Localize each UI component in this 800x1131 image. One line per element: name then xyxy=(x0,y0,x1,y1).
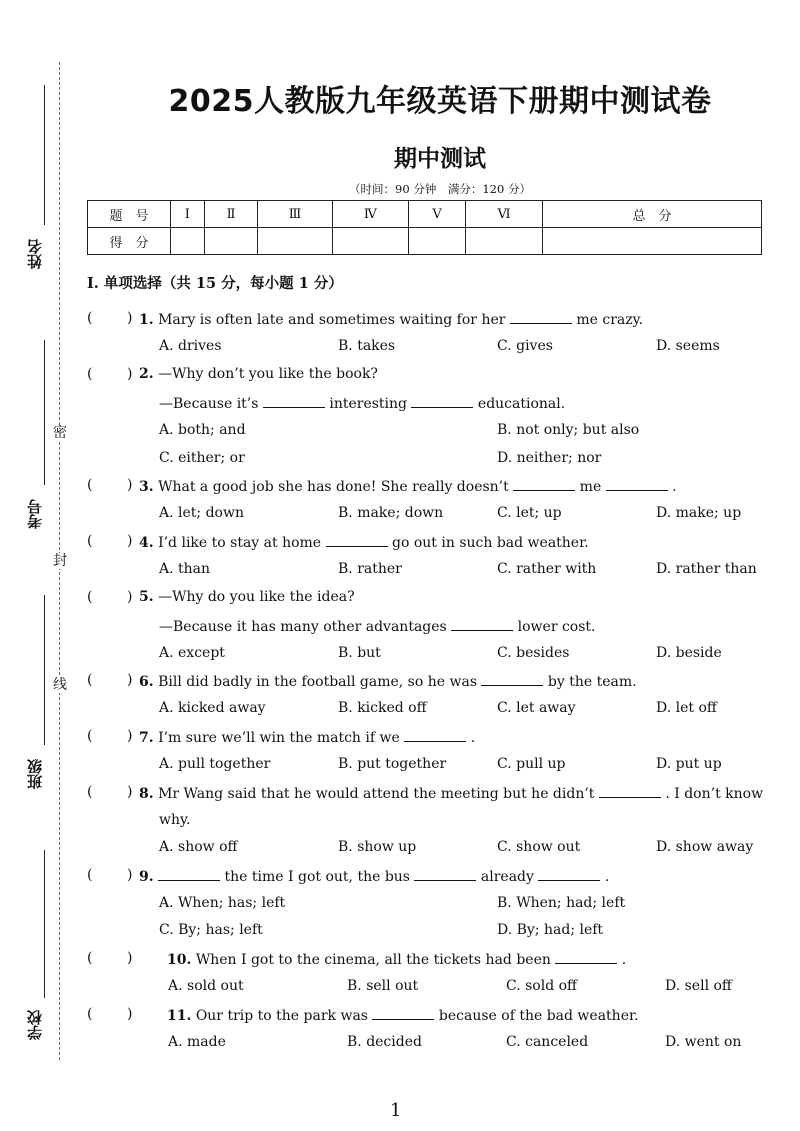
answer-blank[interactable] xyxy=(451,617,513,631)
stem-text: —Why don’t you like the book? xyxy=(158,366,378,382)
answer-bracket[interactable] xyxy=(87,672,133,688)
stem-text: —Because it’s xyxy=(159,396,259,412)
answer-bracket[interactable] xyxy=(87,1006,133,1022)
seal-char-xian: 线 xyxy=(53,677,67,693)
section-heading: Ⅰ. 单项选择（共 15 分，每小题 1 分） xyxy=(87,275,343,292)
answer-bracket[interactable] xyxy=(87,533,133,549)
option-a[interactable]: A. pull together xyxy=(159,756,271,772)
bracket-close: ) xyxy=(127,950,133,966)
option-c[interactable]: C. By; has; left xyxy=(159,922,263,938)
page-title: 2025人教版九年级英语下册期中测试卷 xyxy=(168,84,712,119)
name-write-line xyxy=(44,85,45,225)
stem-text: by the team. xyxy=(547,674,637,690)
option-c[interactable]: C. gives xyxy=(497,338,553,354)
option-a[interactable]: A. except xyxy=(159,645,225,661)
answer-bracket[interactable] xyxy=(87,366,133,382)
exam-subtitle: 期中测试 xyxy=(394,146,486,172)
option-c[interactable]: C. canceled xyxy=(506,1034,589,1050)
stem-text: . xyxy=(621,952,627,968)
option-d[interactable]: D. make; up xyxy=(656,505,742,521)
answer-blank[interactable] xyxy=(158,867,220,881)
answer-blank[interactable] xyxy=(372,1006,434,1020)
bracket-close: ) xyxy=(127,1006,133,1022)
option-d[interactable]: D. let off xyxy=(656,700,717,716)
answer-blank[interactable] xyxy=(481,672,543,686)
bracket-open: ( xyxy=(87,310,93,326)
score-cell[interactable] xyxy=(543,228,762,255)
question-8 xyxy=(87,784,767,812)
question-2 xyxy=(87,366,767,394)
stem-text: Mr Wang said that he would attend the meeting but he didn’t xyxy=(158,786,595,802)
stem-text: I’d like to stay at home xyxy=(158,535,322,551)
option-b[interactable]: B. kicked off xyxy=(338,700,427,716)
stem-text: why. xyxy=(159,812,191,828)
question-number: 9. xyxy=(139,869,154,885)
stem-text: lower cost. xyxy=(517,619,596,635)
seal-char-feng: 封 xyxy=(53,553,67,569)
option-a[interactable]: A. show off xyxy=(159,839,238,855)
stem-text: Our trip to the park was xyxy=(195,1008,368,1024)
option-d[interactable]: D. neither; nor xyxy=(497,450,602,466)
bracket-close: ) xyxy=(127,366,133,382)
score-cell[interactable] xyxy=(204,228,258,255)
bracket-open: ( xyxy=(87,950,93,966)
stem-text: Mary is often late and sometimes waiting for her xyxy=(158,312,506,328)
bracket-open: ( xyxy=(87,784,93,800)
stem-text: me xyxy=(579,479,602,495)
option-b[interactable]: B. but xyxy=(338,645,381,661)
stem-text: go out in such bad weather. xyxy=(392,535,589,551)
option-a[interactable]: A. both; and xyxy=(159,422,246,438)
option-b[interactable]: B. rather xyxy=(338,561,402,577)
stem-text: . xyxy=(604,869,610,885)
bracket-close: ) xyxy=(127,589,133,605)
question-1 xyxy=(87,310,767,338)
bracket-close: ) xyxy=(127,477,133,493)
bracket-close: ) xyxy=(127,672,133,688)
answer-blank[interactable] xyxy=(414,867,476,881)
score-table-row2-label: 得 分 xyxy=(88,228,171,255)
answer-blank[interactable] xyxy=(513,477,575,491)
answer-bracket[interactable] xyxy=(87,589,133,605)
question-8-line2 xyxy=(87,812,767,840)
exam-info: （时间：90 分钟 满分：120 分） xyxy=(349,182,531,196)
school-label: 学校 xyxy=(26,1010,44,1040)
option-b[interactable]: B. sell out xyxy=(347,978,419,994)
score-col-5: Ⅴ xyxy=(409,201,466,228)
stem-text: I’m sure we’ll win the match if we xyxy=(158,730,400,746)
option-b[interactable]: B. takes xyxy=(338,338,396,354)
score-table-row1-label: 题 号 xyxy=(88,201,171,228)
answer-blank[interactable] xyxy=(411,394,473,408)
answer-blank[interactable] xyxy=(538,867,600,881)
stem-text: . xyxy=(672,479,677,495)
stem-text: educational. xyxy=(477,396,566,412)
question-5-line2 xyxy=(87,617,767,645)
bracket-close: ) xyxy=(127,310,133,326)
question-11 xyxy=(87,1006,767,1034)
option-a[interactable]: A. kicked away xyxy=(159,700,266,716)
binding-margin xyxy=(0,0,80,1131)
answer-bracket[interactable] xyxy=(87,728,133,744)
answer-blank[interactable] xyxy=(606,477,668,491)
stem-text: already xyxy=(480,869,534,885)
option-d[interactable]: D. By; had; left xyxy=(497,922,604,938)
option-c[interactable]: C. let away xyxy=(497,700,576,716)
score-cell[interactable] xyxy=(466,228,543,255)
stem-text: —Because it has many other advantages xyxy=(159,619,447,635)
option-d[interactable]: D. went on xyxy=(665,1034,742,1050)
answer-blank[interactable] xyxy=(599,784,661,798)
score-cell[interactable] xyxy=(258,228,332,255)
option-d[interactable]: D. show away xyxy=(656,839,754,855)
bracket-open: ( xyxy=(87,477,93,493)
question-number: 2. xyxy=(139,366,154,382)
answer-blank[interactable] xyxy=(326,533,388,547)
option-b[interactable]: B. put together xyxy=(338,756,447,772)
stem-text: because of the bad weather. xyxy=(438,1008,639,1024)
bracket-open: ( xyxy=(87,589,93,605)
option-c[interactable]: C. sold off xyxy=(506,978,577,994)
question-number: 5. xyxy=(139,589,154,605)
option-c[interactable]: C. either; or xyxy=(159,450,245,466)
score-total-label: 总 分 xyxy=(543,201,762,228)
answer-blank[interactable] xyxy=(510,310,572,324)
option-a[interactable]: A. made xyxy=(168,1034,226,1050)
option-b[interactable]: B. not only; but also xyxy=(497,422,640,438)
stem-text: . I don’t know xyxy=(665,786,764,802)
option-c[interactable]: C. show out xyxy=(497,839,581,855)
stem-text: Bill did badly in the football game, so he was xyxy=(158,674,478,690)
answer-blank[interactable] xyxy=(263,394,325,408)
option-b[interactable]: B. make; down xyxy=(338,505,444,521)
bracket-open: ( xyxy=(87,728,93,744)
answer-bracket[interactable] xyxy=(87,867,133,883)
answer-bracket[interactable] xyxy=(87,950,133,966)
score-col-6: Ⅵ xyxy=(466,201,543,228)
bracket-close: ) xyxy=(127,784,133,800)
exam-number-label: 考号 xyxy=(26,499,44,529)
class-label: 班级 xyxy=(26,759,44,789)
score-col-1: Ⅰ xyxy=(171,201,205,228)
option-b[interactable]: B. decided xyxy=(347,1034,422,1050)
question-number: 10. xyxy=(167,952,192,968)
stem-text: —Why do you like the idea? xyxy=(158,589,355,605)
bracket-close: ) xyxy=(127,867,133,883)
bracket-close: ) xyxy=(127,533,133,549)
school-write-line xyxy=(44,850,45,998)
answer-blank[interactable] xyxy=(555,950,617,964)
option-c[interactable]: C. rather with xyxy=(497,561,597,577)
stem-text: . xyxy=(470,730,476,746)
question-number: 3. xyxy=(139,479,154,495)
answer-blank[interactable] xyxy=(404,728,466,742)
question-number: 6. xyxy=(139,674,154,690)
question-number: 4. xyxy=(139,535,154,551)
stem-text: me crazy. xyxy=(576,312,644,328)
stem-text: interesting xyxy=(329,396,407,412)
option-c[interactable]: C. let; up xyxy=(497,505,562,521)
option-c[interactable]: C. pull up xyxy=(497,756,566,772)
option-a[interactable]: A. When; has; left xyxy=(159,895,286,911)
score-table-header-row xyxy=(88,201,762,228)
answer-bracket[interactable] xyxy=(87,784,133,800)
option-a[interactable]: A. drives xyxy=(159,338,222,354)
question-3 xyxy=(87,477,767,505)
score-col-3: Ⅲ xyxy=(258,201,332,228)
score-cell[interactable] xyxy=(171,228,205,255)
question-6 xyxy=(87,672,767,700)
option-d[interactable]: D. seems xyxy=(656,338,720,354)
exam-number-write-line xyxy=(44,340,45,485)
stem-text: When I got to the cinema, all the tickets had been xyxy=(195,952,551,968)
bracket-open: ( xyxy=(87,366,93,382)
stem-text: What a good job she has done! She really doesn’t xyxy=(158,479,509,495)
question-9 xyxy=(87,867,767,895)
score-table-score-row xyxy=(88,228,762,255)
option-b[interactable]: B. show up xyxy=(338,839,417,855)
class-write-line xyxy=(44,595,45,745)
page-number: 1 xyxy=(390,1100,402,1121)
question-2-line2 xyxy=(87,394,767,422)
question-number: 11. xyxy=(167,1008,192,1024)
option-a[interactable]: A. let; down xyxy=(159,505,244,521)
question-number: 8. xyxy=(139,786,154,802)
score-table xyxy=(87,200,762,255)
question-10 xyxy=(87,950,767,978)
question-4 xyxy=(87,533,767,561)
option-a[interactable]: A. than xyxy=(159,561,211,577)
option-d[interactable]: D. beside xyxy=(656,645,722,661)
answer-bracket[interactable] xyxy=(87,477,133,493)
option-d[interactable]: D. rather than xyxy=(656,561,757,577)
question-number: 1. xyxy=(139,312,154,328)
stem-text: the time I got out, the bus xyxy=(224,869,410,885)
option-c[interactable]: C. besides xyxy=(497,645,570,661)
option-a[interactable]: A. sold out xyxy=(168,978,244,994)
score-col-2: Ⅱ xyxy=(204,201,258,228)
score-cell[interactable] xyxy=(332,228,409,255)
option-b[interactable]: B. When; had; left xyxy=(497,895,626,911)
question-5 xyxy=(87,589,767,617)
bracket-close: ) xyxy=(127,728,133,744)
bracket-open: ( xyxy=(87,1006,93,1022)
answer-bracket[interactable] xyxy=(87,310,133,326)
option-d[interactable]: D. sell off xyxy=(665,978,732,994)
bracket-open: ( xyxy=(87,533,93,549)
name-label: 姓名 xyxy=(26,239,44,269)
score-col-4: Ⅳ xyxy=(332,201,409,228)
option-d[interactable]: D. put up xyxy=(656,756,722,772)
seal-char-mi: 密 xyxy=(53,425,67,441)
score-cell[interactable] xyxy=(409,228,466,255)
question-7 xyxy=(87,728,767,756)
question-number: 7. xyxy=(139,730,154,746)
bracket-open: ( xyxy=(87,672,93,688)
bracket-open: ( xyxy=(87,867,93,883)
